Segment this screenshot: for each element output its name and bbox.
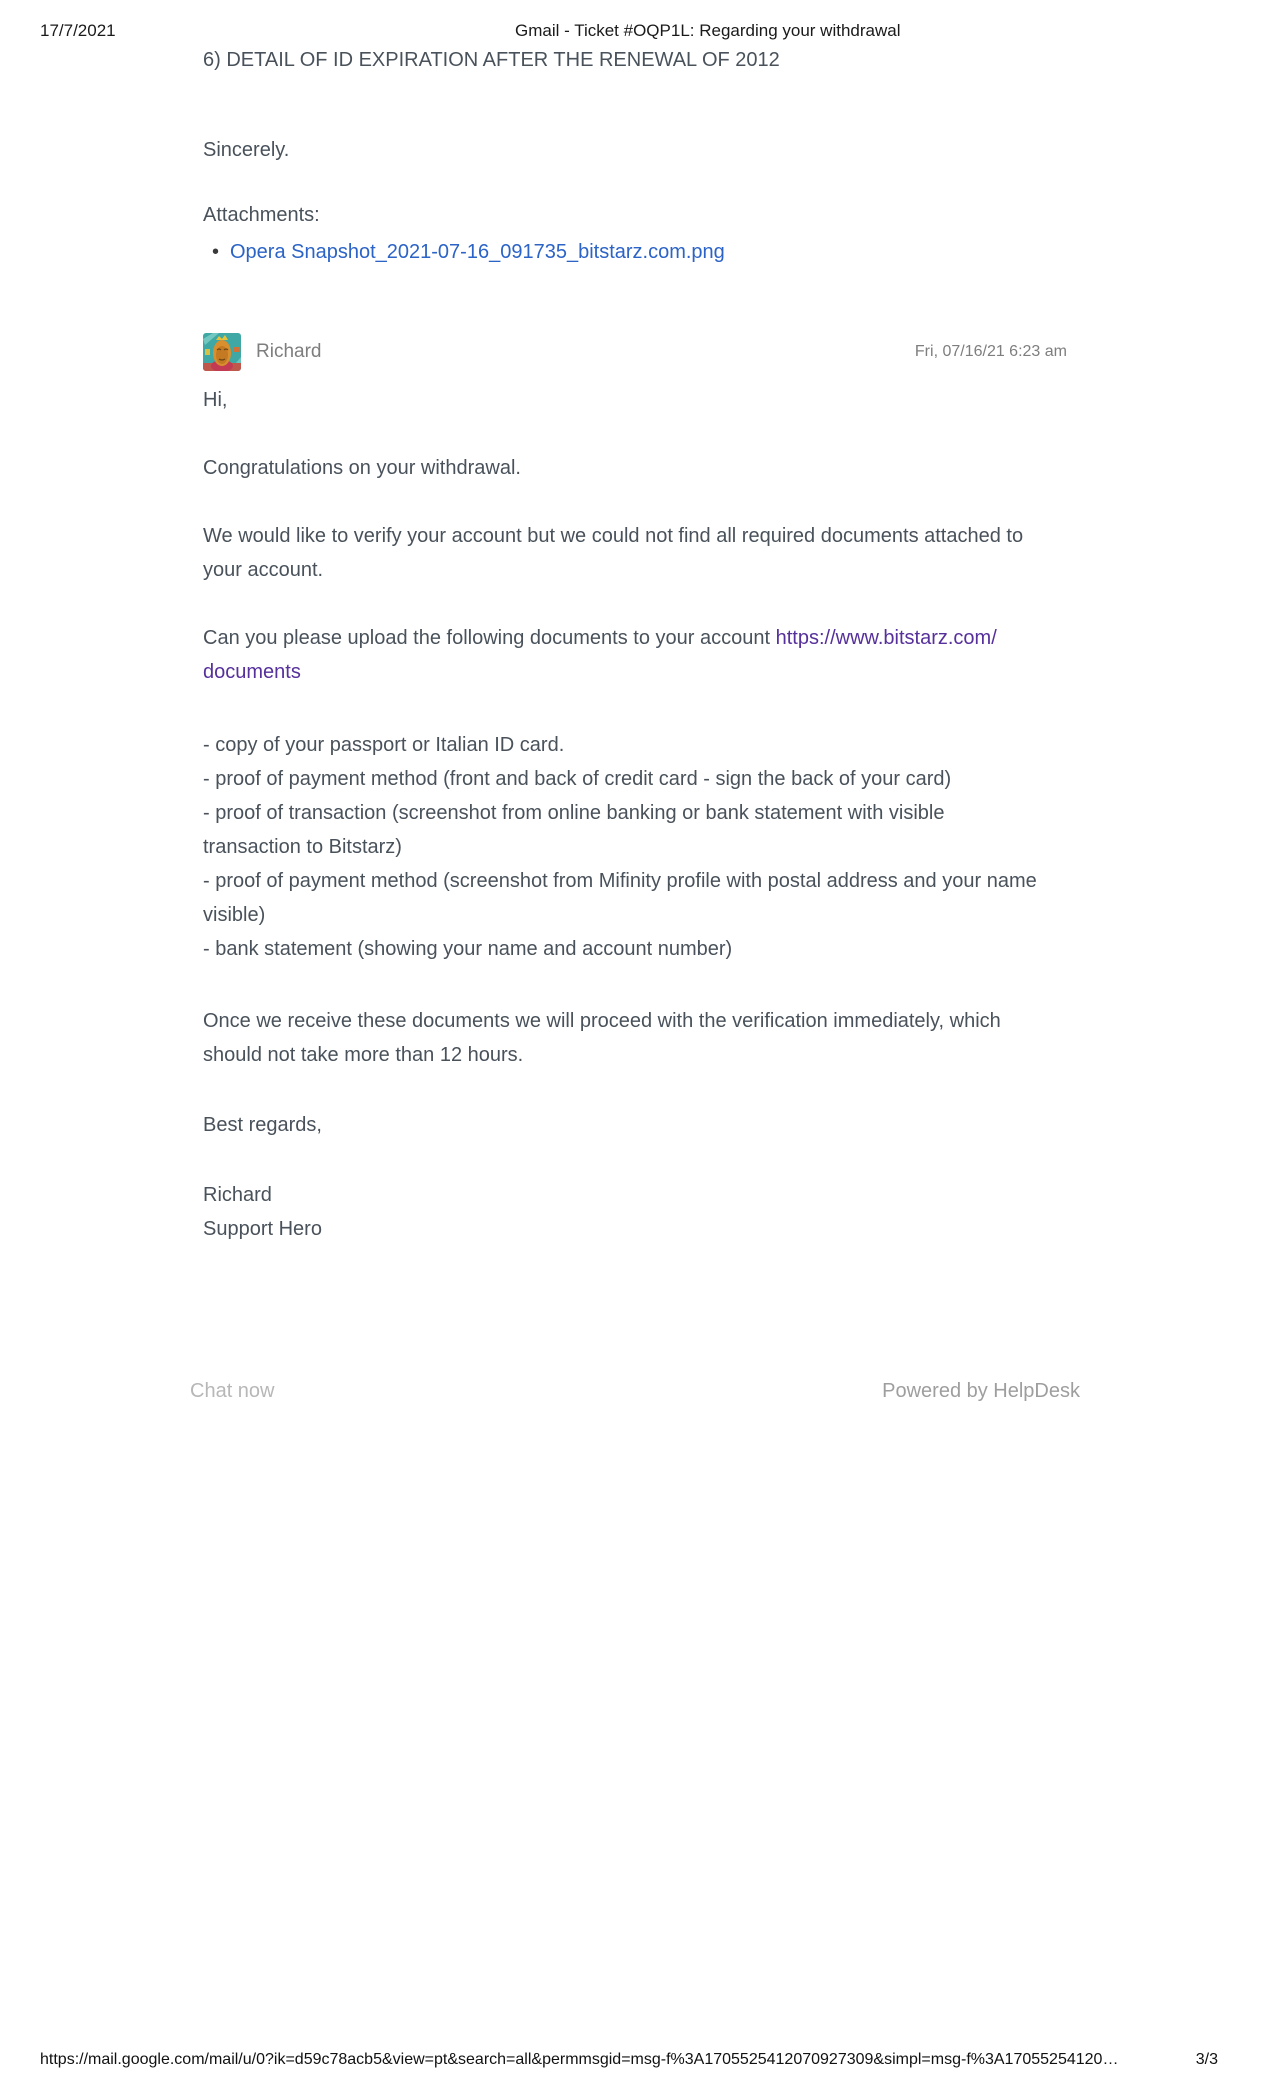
attachment-item [203,235,1038,269]
message-header [203,333,1067,371]
doc-list-item: - proof of transaction (screenshot from online banking or bank statement with visible transaction to Bitstarz) [203,802,945,858]
doc-list-item: - bank statement (showing your name and account number) [203,938,733,960]
richard-avatar [203,333,241,371]
para-congrats: Congratulations on your withdrawal. [203,457,521,479]
doc-list-item: - copy of your passport or Italian ID card. [203,734,565,756]
attachment-link[interactable]: Opera Snapshot_2021-07-16_091735_bitstarz.com.png [230,241,725,263]
para-verify: We would like to verify your account but we could not find all required documents attached to your account. [203,525,1024,581]
sender-name: Richard [256,341,322,362]
prev-message-subject-line: 6) DETAIL OF ID EXPIRATION AFTER THE RENEWAL OF 2012 [203,49,780,71]
chat-now-link[interactable]: Chat now [190,1380,275,1402]
greeting: Hi, [203,389,228,411]
email-footer [190,1374,1080,1408]
print-page-number: 3/3 [1195,2051,1218,2068]
para-upload-text: Can you please upload the following documents to your account [203,627,776,649]
print-footer-url: https://mail.google.com/mail/u/0?ik=d59c78acb5&view=pt&search=all&permmsgid=msg-f%3A1705525412070927309&simpl=msg-f%3A17055254120… [40,2051,1119,2068]
para-once: Once we receive these documents we will proceed with the verification immediately, which should not take more than 12 hours. [203,1010,1001,1066]
doc-list-item: - proof of payment method (front and back of credit card - sign the back of your card) [203,768,952,790]
email-body [190,0,1080,1408]
required-documents-list [203,728,1038,966]
signature-title: Support Hero [203,1218,322,1240]
attachments-label: Attachments: [203,204,320,226]
powered-by-helpdesk: Powered by HelpDesk [882,1380,1080,1402]
bitstarz-documents-link[interactable]: https://www.bitstarz.com/ documents [203,627,997,683]
print-date: 17/7/2021 [40,21,116,40]
bullet-icon: • [212,241,220,263]
signoff: Best regards, [203,1114,322,1136]
attachments-list [203,235,1038,269]
signature-name: Richard [203,1184,272,1206]
doc-list-item: - proof of payment method (screenshot from Mifinity profile with postal address and your name visible) [203,870,1037,926]
message-date: Fri, 07/16/21 6:23 am [914,343,1067,360]
print-title: Gmail - Ticket #OQP1L: Regarding your withdrawal [515,21,901,40]
signature [203,1178,1038,1246]
prev-message-closing: Sincerely. [203,139,290,161]
para-upload [203,621,1038,689]
